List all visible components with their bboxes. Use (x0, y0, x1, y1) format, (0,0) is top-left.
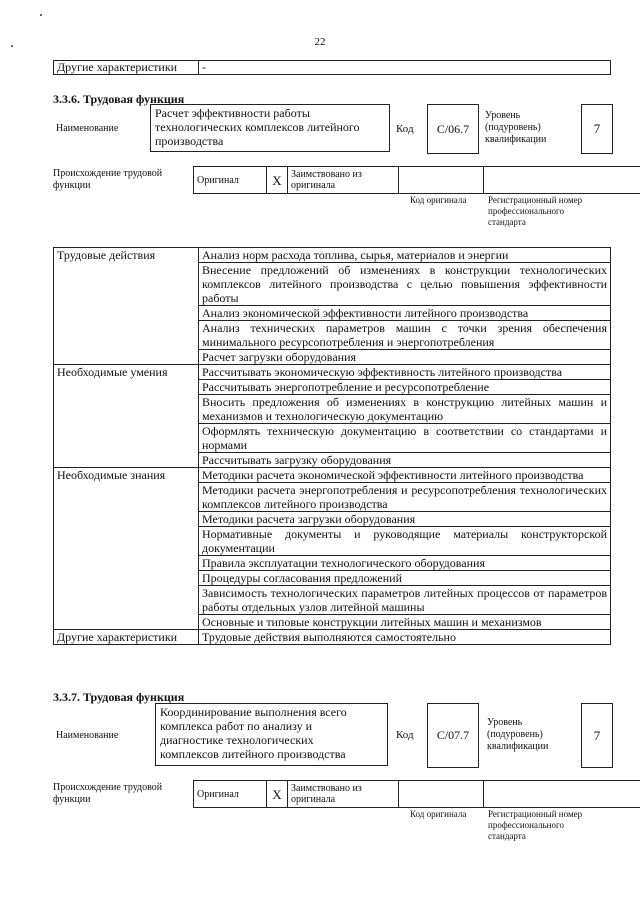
skill-item: Оформлять техническую документацию в соответствии со стандартами и нормами (199, 424, 611, 453)
function-name-line: комплекса работ по анализу и (160, 719, 313, 733)
borrowed-line: оригинала (291, 180, 336, 191)
reg-number-cell (484, 781, 640, 808)
scan-speck (40, 14, 42, 16)
labor-action-item: Расчет загрузки оборудования (199, 350, 611, 365)
level-label-line: Уровень (485, 110, 521, 121)
code-label: Код (396, 729, 414, 741)
reg-number-caption (488, 809, 618, 842)
level-label (485, 110, 546, 146)
borrowed-cell (288, 781, 399, 808)
knowledge-item: Методики расчета экономической эффективности литейного производства (199, 468, 611, 483)
borrowed-line: Заимствовано из (291, 783, 362, 794)
knowledge-item: Процедуры согласования предложений (199, 571, 611, 586)
knowledge-item: Нормативные документы и руководящие материалы конструкторской документации (199, 527, 611, 556)
required-skills-label: Необходимые умения (54, 365, 199, 468)
function-description-table (53, 247, 611, 645)
knowledge-item: Зависимость технологических параметров литейных процессов от параметров работы отдельных узлов литейной машины (199, 586, 611, 615)
function-name-line: производства (155, 134, 224, 148)
origin-table (193, 166, 640, 194)
reg-caption-line: профессионального (488, 820, 564, 830)
code-original-caption: Код оригинала (410, 195, 467, 205)
page-number: 22 (314, 36, 326, 48)
labor-actions-label: Трудовые действия (54, 248, 199, 365)
origin-label (53, 782, 193, 806)
function-header (53, 703, 613, 767)
code-original-cell (399, 781, 484, 808)
section-heading: 3.3.7. Трудовая функция (53, 690, 185, 704)
reg-caption-line: Регистрационный номер (488, 809, 583, 819)
reg-caption-line: стандарта (488, 217, 526, 227)
code-original-caption: Код оригинала (410, 809, 467, 819)
original-mark: X (267, 781, 288, 808)
knowledge-item: Основные и типовые конструкции литейных машин и механизмов (199, 615, 611, 630)
qualification-level: 7 (581, 104, 613, 154)
function-name-line: диагностике технологических (160, 733, 314, 747)
table-row (54, 630, 611, 645)
table-row (194, 167, 640, 194)
qualification-level: 7 (581, 703, 613, 768)
origin-label-line: функции (53, 794, 91, 805)
level-label-line: (подуровень) (485, 122, 541, 133)
reg-caption-line: профессионального (488, 206, 564, 216)
reg-number-cell (484, 167, 640, 194)
other-characteristics-label: Другие характеристики (54, 630, 199, 645)
knowledge-item: Методики расчета загрузки оборудования (199, 512, 611, 527)
name-label: Наименование (56, 123, 119, 134)
original-cell: Оригинал (194, 167, 267, 194)
labor-action-item: Внесение предложений об изменениях в конструкции технологических комплексов литейного производства с целью повышения эффективности работы (199, 263, 611, 306)
level-label-line: Уровень (487, 717, 523, 728)
function-code: С/07.7 (427, 703, 479, 768)
labor-action-item: Анализ технических параметров машин с точки зрения обеспечения минимального ресурсопотребления и энергопотребления (199, 321, 611, 350)
name-label: Наименование (56, 730, 119, 741)
knowledge-item: Методики расчета энергопотребления и ресурсопотребления технологических комплексов литейного производства (199, 483, 611, 512)
section-heading: 3.3.6. Трудовая функция (53, 92, 185, 106)
reg-number-caption (488, 195, 618, 228)
function-name-box (150, 104, 390, 152)
other-characteristics-label: Другие характеристики (54, 61, 199, 75)
labor-action-item: Анализ норм расхода топлива, сырья, материалов и энергии (199, 248, 611, 263)
knowledge-item: Правила эксплуатации технологического оборудования (199, 556, 611, 571)
code-original-cell (399, 167, 484, 194)
other-characteristics-value: Трудовые действия выполняются самостоятельно (199, 630, 611, 645)
function-name-line: Координирование выполнения всего (160, 705, 347, 719)
origin-table (193, 780, 640, 808)
table-row (54, 365, 611, 380)
origin-label (53, 168, 193, 192)
reg-caption-line: Регистрационный номер (488, 195, 583, 205)
borrowed-cell (288, 167, 399, 194)
labor-action-item: Анализ экономической эффективности литейного производства (199, 306, 611, 321)
original-mark: X (267, 167, 288, 194)
borrowed-line: оригинала (291, 794, 336, 805)
top-other-characteristics-table (53, 60, 611, 75)
level-label (487, 717, 548, 753)
other-characteristics-value: - (199, 61, 611, 75)
borrowed-line: Заимствовано из (291, 169, 362, 180)
level-label-line: квалификации (485, 134, 547, 145)
skill-item: Вносить предложения об изменениях в конструкцию литейных машин и механизмов и технологическую документацию (199, 395, 611, 424)
origin-label-line: Происхождение трудовой (53, 782, 163, 793)
skill-item: Рассчитывать загрузку оборудования (199, 453, 611, 468)
origin-label-line: функции (53, 180, 91, 191)
function-name-line: технологических комплексов литейного (155, 120, 360, 134)
table-row (54, 468, 611, 483)
table-row (54, 61, 611, 75)
code-label: Код (396, 123, 414, 135)
function-name-line: Расчет эффективности работы (155, 106, 310, 120)
function-code: С/06.7 (427, 104, 479, 154)
origin-label-line: Происхождение трудовой (53, 168, 163, 179)
original-cell: Оригинал (194, 781, 267, 808)
origin-block (53, 166, 613, 236)
table-row (54, 248, 611, 263)
table-row (194, 781, 640, 808)
reg-caption-line: стандарта (488, 831, 526, 841)
function-name-box (155, 703, 388, 766)
function-header (53, 104, 613, 154)
level-label-line: (подуровень) (487, 729, 543, 740)
origin-block (53, 780, 613, 850)
required-knowledge-label: Необходимые знания (54, 468, 199, 630)
level-label-line: квалификации (487, 741, 549, 752)
function-name-line: комплексов литейного производства (160, 747, 346, 761)
skill-item: Рассчитывать экономическую эффективность литейного производства (199, 365, 611, 380)
skill-item: Рассчитывать энергопотребление и ресурсопотребление (199, 380, 611, 395)
